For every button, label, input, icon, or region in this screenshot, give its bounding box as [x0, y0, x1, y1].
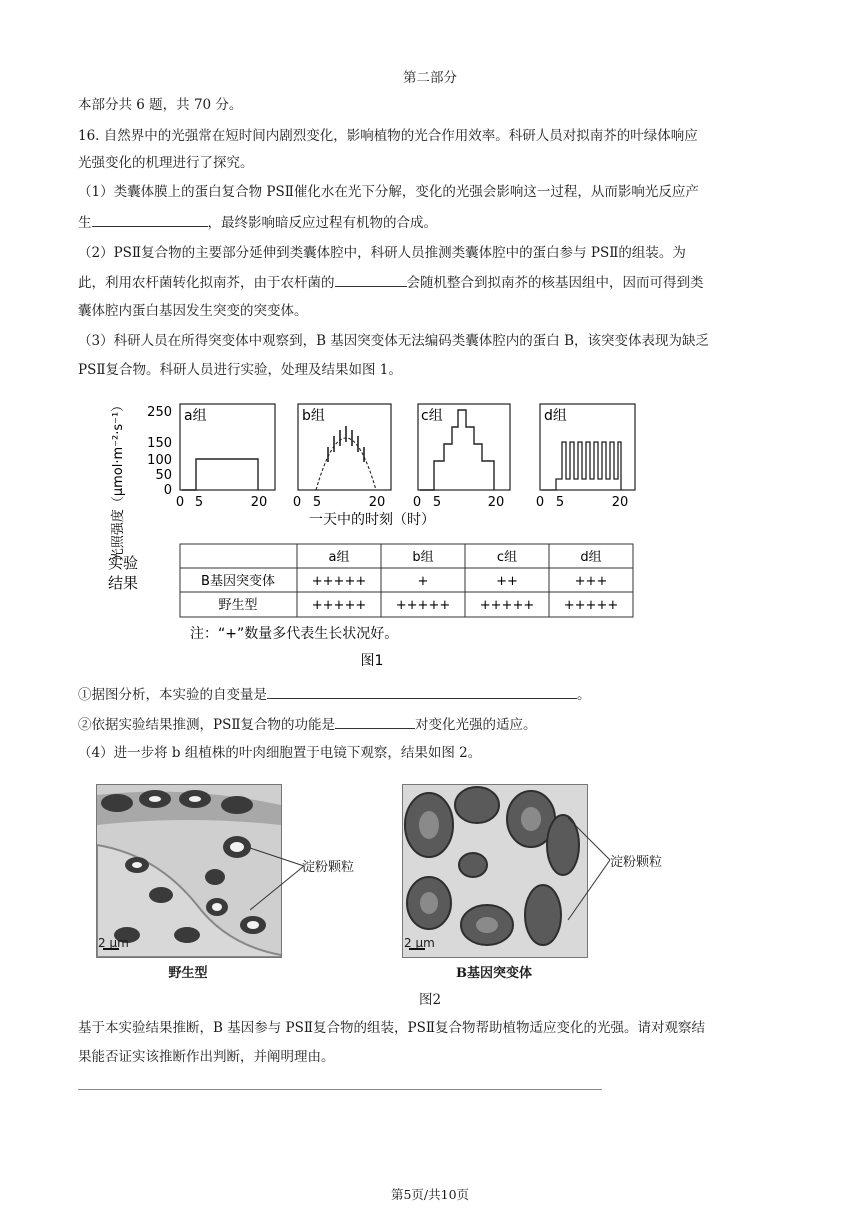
starch-label-left: 淀粉颗粒: [302, 860, 355, 875]
figure1-panel-b: [293, 404, 391, 510]
conclusion-line-1: 基于本实验结果推断，B 基因参与 PSⅡ复合物的组装，PSⅡ复合物帮助植物适应变化的光强。请对观察结: [78, 1020, 706, 1036]
sub1-pre: ①据图分析，本实验的自变量是: [78, 687, 267, 703]
panel-b-tick-0: 0: [292, 495, 302, 510]
micrograph-mutant: [402, 784, 588, 958]
results-table: [180, 544, 633, 617]
sub2-post: 对变化光强的适应。: [415, 717, 537, 733]
section-title: 第二部分: [403, 70, 457, 86]
panel-c-label: c组: [421, 408, 443, 424]
q16-part2-line-2: [78, 272, 704, 293]
figure1-note: 注：“+”数量多代表生长状况好。: [190, 626, 399, 642]
table-header-b: b组: [412, 550, 434, 565]
panel-b-tick-20: 20: [368, 495, 386, 510]
table-cell-mutant-d: +++: [574, 574, 608, 589]
answer-blank-4[interactable]: [335, 714, 415, 729]
q16-part1-line-2: [78, 212, 437, 233]
q16-part2-post: 会随机整合到拟南芥的核基因组中，因而可得到类: [406, 275, 704, 291]
starch-label-right: 淀粉颗粒: [610, 855, 663, 870]
answer-blank-1[interactable]: [92, 212, 208, 227]
q16-part2-pre: 此，利用农杆菌转化拟南芥，由于农杆菌的: [78, 275, 335, 291]
table-header-a: a组: [328, 550, 350, 565]
table-row-wild-label: 野生型: [218, 598, 258, 613]
q16-part3-line-2: PSⅡ复合物。科研人员进行实验，处理及结果如图 1。: [78, 362, 402, 378]
table-cell-wild-c: +++++: [479, 598, 535, 613]
sub-question-2: [78, 714, 537, 735]
ytick-250: 250: [147, 405, 172, 420]
panel-d-tick-5: 5: [555, 495, 565, 510]
sub1-post: 。: [577, 687, 591, 703]
panel-d-label: d组: [544, 408, 567, 424]
q16-intro-line-1: 16. 自然界中的光强常在短时间内剧烈变化，影响植物的光合作用效率。科研人员对拟南芥的叶绿体响应: [78, 128, 698, 144]
panel-a-tick-5: 5: [194, 495, 204, 510]
panel-b-label: b组: [302, 408, 325, 424]
figure1-panel-a: [176, 404, 275, 510]
q16-part2-line-1: （2）PSⅡ复合物的主要部分延伸到类囊体腔中，科研人员推测类囊体腔中的蛋白参与 PSⅡ的组装。为: [78, 245, 686, 261]
results-label-2: 结果: [108, 574, 139, 592]
ytick-0: 0: [163, 483, 172, 498]
answer-line[interactable]: [78, 1089, 602, 1090]
figure1-yticks: [147, 405, 172, 498]
q16-part3-line-1: （3）科研人员在所得突变体中观察到，B 基因突变体无法编码类囊体腔内的蛋白 B，该突变体表现为缺乏: [78, 333, 710, 349]
table-cell-mutant-c: ++: [496, 574, 518, 589]
figure1-panel-c: [413, 404, 510, 510]
q16-part1-pre: 生: [78, 215, 92, 231]
caption-wild-type: 野生型: [168, 966, 208, 981]
q16-part1-post: ，最终影响暗反应过程有机物的合成。: [207, 215, 437, 231]
figure-1: [0, 390, 860, 680]
table-cell-wild-d: +++++: [563, 598, 619, 613]
scale-bar-left: 2 μm: [98, 936, 129, 950]
table-cell-mutant-a: +++++: [311, 574, 367, 589]
page-footer: 第5页/共10页: [390, 1187, 470, 1202]
q16-intro-line-2: 光强变化的机理进行了探究。: [78, 155, 254, 171]
conclusion-line-2: 果能否证实该推断作出判断，并阐明理由。: [78, 1049, 335, 1065]
table-row-mutant-label: B基因突变体: [201, 574, 275, 589]
answer-blank-2[interactable]: [335, 272, 407, 287]
sub-question-1: [78, 684, 591, 705]
table-cell-mutant-b: +: [417, 574, 429, 589]
table-header-c: c组: [496, 550, 518, 565]
ytick-50: 50: [155, 468, 172, 483]
section-note: 本部分共 6 题，共 70 分。: [78, 97, 243, 113]
figure1-ylabel: 光照强度（μmol·m⁻²·s⁻¹）: [111, 398, 126, 562]
panel-d-tick-20: 20: [611, 495, 629, 510]
starch-pointer-right: [566, 810, 616, 930]
panel-c-tick-5: 5: [432, 495, 442, 510]
q16-part1-line-1: （1）类囊体膜上的蛋白复合物 PSⅡ催化水在光下分解，变化的光强会影响这一过程，从而影响光反应产: [78, 184, 699, 200]
table-cell-wild-a: +++++: [311, 598, 367, 613]
scale-bar-right: 2 μm: [404, 936, 435, 950]
caption-mutant: B基因突变体: [456, 966, 532, 981]
panel-a-tick-0: 0: [175, 495, 185, 510]
figure1-panel-d: [536, 404, 635, 510]
figure1-xlabel: 一天中的时刻（时）: [309, 512, 435, 528]
table-cell-wild-b: +++++: [395, 598, 451, 613]
answer-blank-3[interactable]: [267, 684, 577, 699]
ytick-150: 150: [147, 436, 172, 451]
panel-c-tick-0: 0: [412, 495, 422, 510]
table-header-d: d组: [580, 550, 602, 565]
starch-pointer-left: [250, 840, 310, 920]
sub2-pre: ②依据实验结果推测，PSⅡ复合物的功能是: [78, 717, 336, 733]
panel-d-tick-0: 0: [535, 495, 545, 510]
q16-part2-line-3: 囊体腔内蛋白基因发生突变的突变体。: [78, 303, 308, 319]
panel-a-tick-20: 20: [250, 495, 268, 510]
figure2-caption: 图2: [418, 992, 442, 1008]
results-label-1: 实验: [108, 554, 139, 572]
panel-c-tick-20: 20: [487, 495, 505, 510]
panel-b-tick-5: 5: [312, 495, 322, 510]
ytick-100: 100: [147, 453, 172, 468]
q16-part4: （4）进一步将 b 组植株的叶肉细胞置于电镜下观察，结果如图 2。: [78, 745, 482, 761]
figure1-caption: 图1: [360, 653, 384, 669]
panel-a-label: a组: [184, 408, 207, 424]
